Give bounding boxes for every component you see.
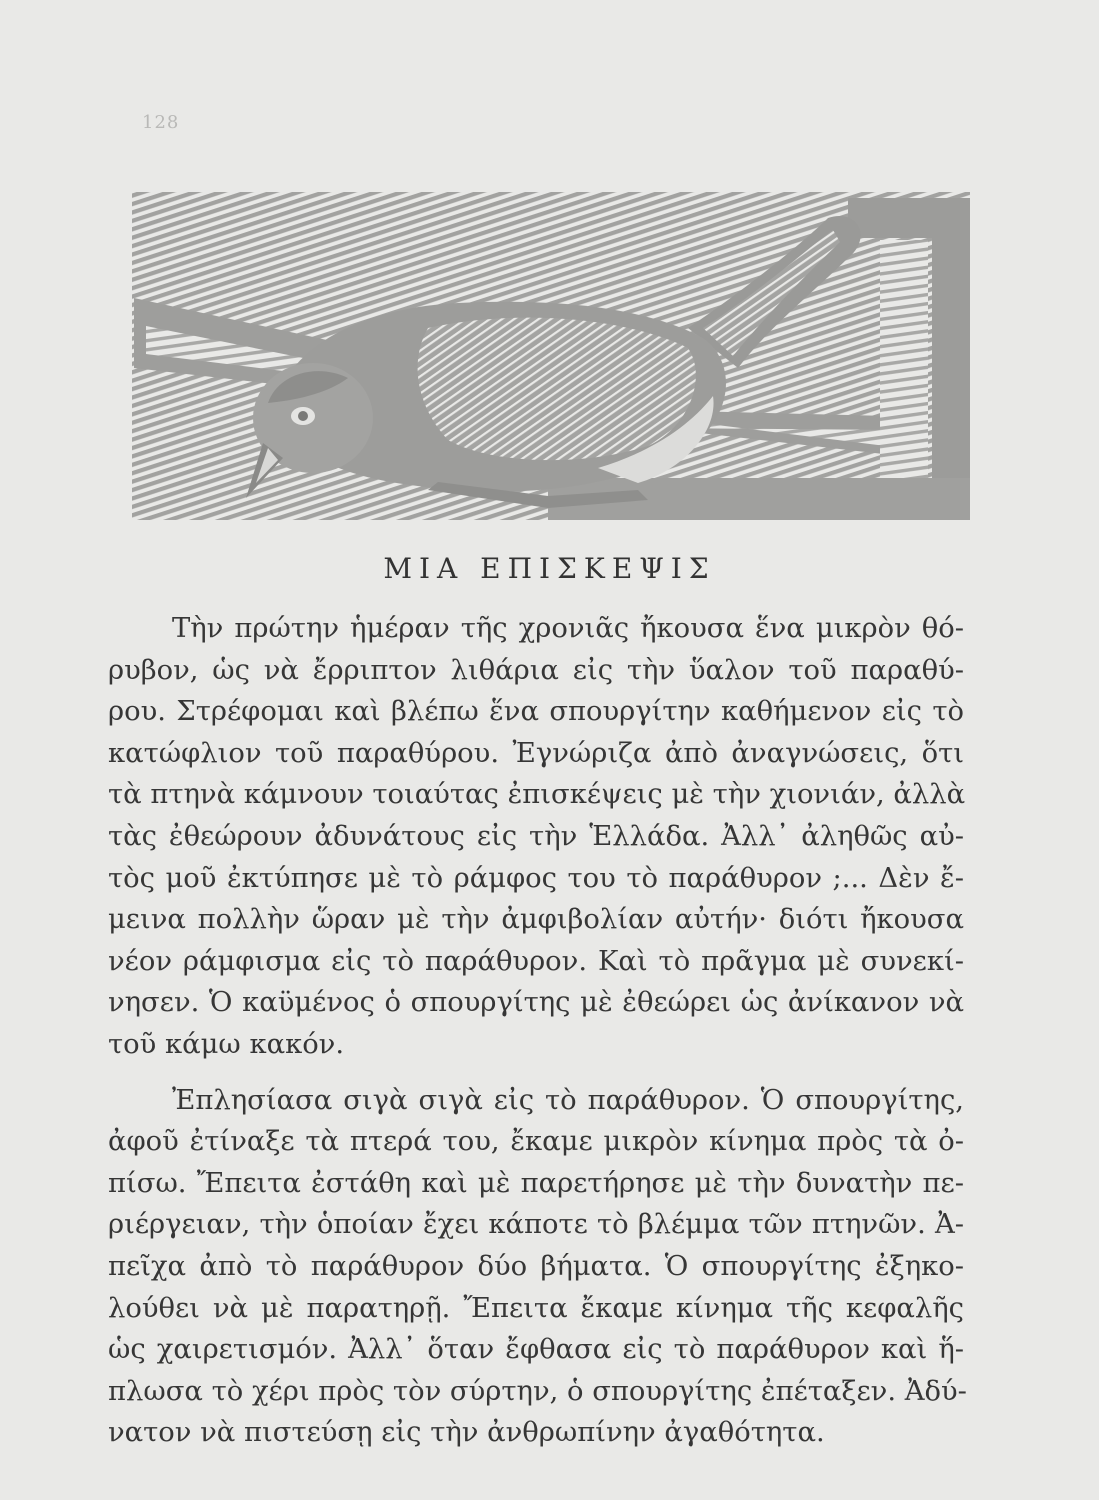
chapter-title: ΜΙΑ ΕΠΙΣΚΕΨΙΣ [383, 552, 716, 585]
text-line: μεινα πολλὴν ὥραν μὲ τὴν ἀμφιβολίαν αὐτήν· διότι ἤκουσα [108, 904, 964, 936]
text-line: ὡς χαιρετισμόν. Ἀλλ᾽ ὅταν ἔφθασα εἰς τὸ παράθυρον καὶ ἥ- [108, 1334, 964, 1366]
text-line: ρυβον, ὡς νὰ ἔρριπτον λιθάρια εἰς τὴν ὕαλον τοῦ παραθύ- [108, 654, 964, 686]
text-line: ριέργειαν, τὴν ὁποίαν ἔχει κάποτε τὸ βλέμμα τῶν πτηνῶν. Ἀ- [108, 1209, 964, 1241]
text-line: τὸς μοῦ ἐκτύπησε μὲ τὸ ράμφος του τὸ παράθυρον ;... Δὲν ἔ- [108, 862, 964, 894]
text-line: νησεν. Ὁ καϋμένος ὁ σπουργίτης μὲ ἐθεώρει ὡς ἀνίκανον νὰ [108, 987, 964, 1019]
text-line: τοῦ κάμω κακόν. [108, 1028, 345, 1060]
text-line: τὰ πτηνὰ κάμνουν τοιαύτας ἐπισκέψεις μὲ τὴν χιονιάν, ἀλλὰ [108, 779, 966, 811]
text-line: λούθει νὰ μὲ παρατηρῇ. Ἔπειτα ἔκαμε κίνημα τῆς κεφαλῆς [108, 1292, 964, 1324]
body-text [108, 608, 967, 1454]
sparrow-woodcut-icon [128, 178, 973, 523]
text-line: πίσω. Ἔπειτα ἐστάθη καὶ μὲ παρετήρησε μὲ τὴν δυνατὴν πε- [108, 1167, 964, 1199]
page-number: 128 [142, 112, 180, 133]
text-line: κατώφλιον τοῦ παραθύρου. Ἐγνώριζα ἀπὸ ἀναγνώσεις, ὅτι [108, 737, 964, 769]
text-line: πλωσα τὸ χέρι πρὸς τὸν σύρτην, ὁ σπουργίτης ἐπέταξεν. Ἀδύ- [108, 1375, 967, 1407]
text-line: νέον ράμφισμα εἰς τὸ παράθυρον. Καὶ τὸ πρᾶγμα μὲ συνεκί- [108, 945, 964, 977]
text-line: πεῖχα ἀπὸ τὸ παράθυρον δύο βήματα. Ὁ σπουργίτης ἐξηκο- [108, 1250, 964, 1282]
text-line: τὰς ἐθεώρουν ἀδυνάτους εἰς τὴν Ἑλλάδα. Ἀλλ᾽ ἀληθῶς αὐ- [108, 820, 964, 852]
paragraph-1 [108, 608, 964, 1066]
text-line: ἀφοῦ ἐτίναξε τὰ πτερά του, ἔκαμε μικρὸν κίνημα πρὸς τὰ ὀ- [108, 1126, 964, 1158]
paragraph-2 [108, 1080, 967, 1454]
text-line: Ἐπλησίασα σιγὰ σιγὰ εἰς τὸ παράθυρον. Ὁ σπουργίτης, [172, 1084, 964, 1116]
text-line: Τὴν πρώτην ἡμέραν τῆς χρονιᾶς ἤκουσα ἕνα μικρὸν θό- [172, 613, 964, 644]
text-line: ρου. Στρέφομαι καὶ βλέπω ἕνα σπουργίτην καθήμενον εἰς τὸ [108, 696, 964, 728]
text-line: νατον νὰ πιστεύσῃ εἰς τὴν ἀνθρωπίνην ἀγαθότητα. [108, 1417, 825, 1449]
